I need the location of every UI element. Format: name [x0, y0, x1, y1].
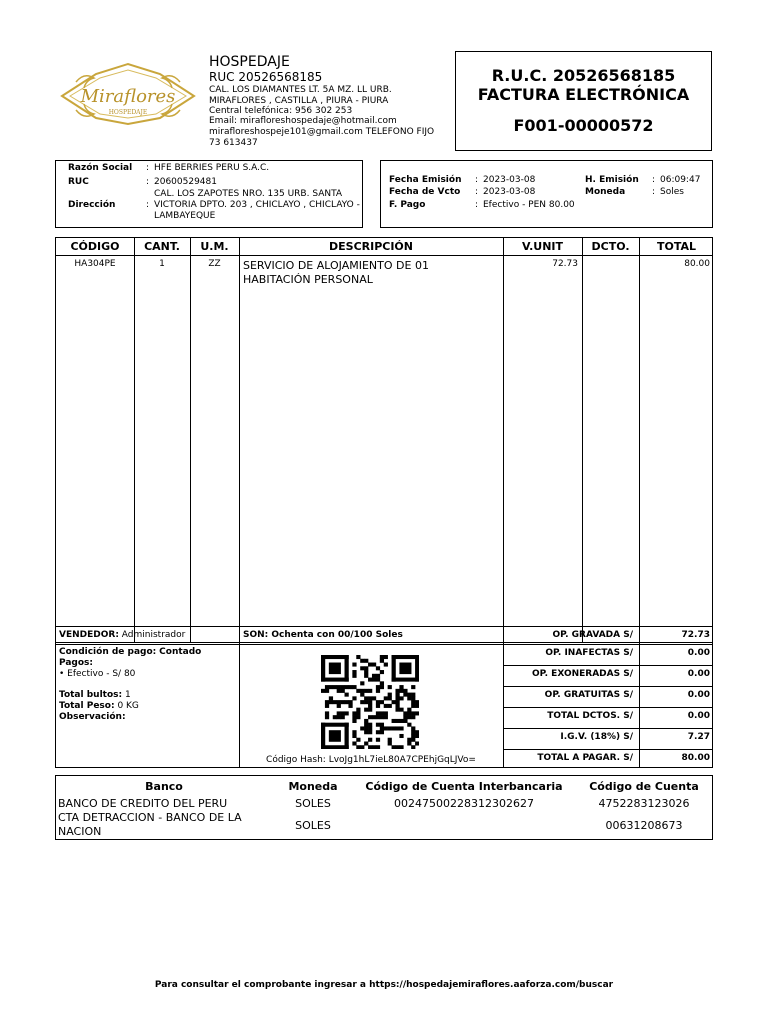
bultos-value: 1 [124, 690, 131, 700]
total-label-gratuitas: OP. GRATUITAS S/ [544, 690, 633, 700]
bank-row-moneda: SOLES [295, 797, 331, 810]
vendedor-label: VENDEDOR: [59, 630, 119, 640]
cell-cant: 1 [159, 259, 165, 269]
ruc-label: RUC [68, 177, 89, 187]
address-line-3: LAMBAYEQUE [154, 211, 216, 221]
bank-row-cuenta: 00631208673 [605, 819, 683, 832]
moneda-label: Moneda [585, 187, 626, 197]
moneda-value: Soles [660, 187, 684, 197]
bank-row-moneda: SOLES [295, 819, 331, 832]
total-label-pagar: TOTAL A PAGAR. S/ [537, 753, 633, 763]
col-header-total: TOTAL [656, 240, 697, 253]
colon: : [146, 177, 150, 187]
company-phone: Central telefónica: 956 302 253 [209, 106, 353, 116]
colon: : [146, 163, 150, 173]
cell-codigo: HA304PE [74, 259, 116, 269]
total-label-gravada: OP. GRAVADA S/ [552, 630, 633, 640]
cell-vunit: 72.73 [552, 259, 578, 269]
razon-label: Razón Social [68, 163, 133, 173]
client-ruc-value: 20600529481 [154, 177, 217, 187]
col-divider [639, 238, 640, 642]
totals-row-line [503, 728, 712, 729]
col-header-cant: CANT. [144, 240, 180, 253]
total-label-igv: I.G.V. (18%) S/ [560, 732, 633, 742]
items-table [55, 237, 713, 643]
address-line-1: CAL. LOS ZAPOTES NRO. 135 URB. SANTA [154, 189, 343, 199]
total-value-igv: 7.27 [687, 732, 710, 742]
fpago-value: Efectivo - PEN 80.00 [483, 200, 575, 210]
h-emision-value: 06:09:47 [660, 175, 701, 185]
condicion-value: Contado [159, 647, 202, 657]
client-info-box [55, 160, 363, 228]
fecha-emision-label: Fecha Emisión [389, 175, 462, 185]
totals-row-line [503, 707, 712, 708]
total-value-gratuitas: 0.00 [687, 690, 710, 700]
condicion-label: Condición de pago: [59, 647, 157, 657]
col-divider [190, 238, 191, 642]
razon-value: HFE BERRIES PERU S.A.C. [154, 163, 270, 173]
colon: : [652, 187, 656, 197]
condicion [59, 647, 201, 657]
company-logo [56, 62, 200, 126]
fecha-vcto-value: 2023-03-08 [483, 187, 536, 197]
bank-row-banco: CTA DETRACCION - BANCO DE LA NACION [58, 811, 242, 838]
bank-row-cci: 00247500228312302627 [394, 797, 534, 810]
col-header-vunit: V.UNIT [521, 240, 563, 253]
totals-row-line [503, 686, 712, 687]
col-divider [134, 238, 135, 642]
col-header-descripcion: DESCRIPCIÓN [329, 240, 413, 253]
colon: : [652, 175, 656, 185]
col-divider [582, 238, 583, 642]
col-divider [503, 238, 504, 642]
bank-header-banco: Banco [145, 780, 183, 793]
vendedor [59, 630, 185, 640]
dir-label: Dirección [68, 200, 116, 210]
total-value-inafectas: 0.00 [687, 648, 710, 658]
col-divider [239, 238, 240, 642]
company-address: CAL. LOS DIAMANTES LT. 5A MZ. LL URB. MIRAFLORES , CASTILLA , PIURA - PIURA [209, 85, 392, 106]
company-email: Email: mirafloreshospedaje@hotmail.com [209, 116, 397, 126]
bultos [59, 690, 131, 700]
svg-text:HOSPEDAJE: HOSPEDAJE [108, 109, 148, 116]
total-value-exoneradas: 0.00 [687, 669, 710, 679]
bank-accounts-table [55, 775, 713, 840]
cell-descripcion: SERVICIO DE ALOJAMIENTO DE 01 HABITACIÓN PERSONAL [243, 259, 429, 286]
company-ruc: RUC 20526568185 [209, 70, 323, 84]
document-id-box [455, 51, 712, 151]
hash-code: Código Hash: LvoJg1hL7ieL80A7CPEhjGqLJVo= [266, 755, 476, 765]
fecha-vcto-label: Fecha de Vcto [389, 187, 461, 197]
summary-divider [56, 644, 712, 645]
fecha-emision-value: 2023-03-08 [483, 175, 536, 185]
peso [59, 701, 139, 711]
col-header-dcto: DCTO. [591, 240, 630, 253]
company-contact: mirafloreshospeje101@gmail.com TELEFONO FIJO 73 613437 [209, 127, 435, 148]
bank-row-banco: BANCO DE CREDITO DEL PERU [58, 797, 228, 810]
bultos-label: Total bultos: [59, 690, 123, 700]
footer-consult-note: Para consultar el comprobante ingresar a https://hospedajemiraflores.aaforza.com/buscar [154, 980, 614, 990]
summary-section [55, 626, 713, 768]
col-header-um: U.M. [200, 240, 229, 253]
total-value-gravada: 72.73 [681, 630, 710, 640]
payment-info-box [380, 160, 713, 228]
colon: : [475, 175, 479, 185]
pago-item: • Efectivo - S/ 80 [59, 669, 136, 679]
vendedor-value: Administrador [121, 630, 186, 640]
total-value-pagar: 80.00 [681, 753, 710, 763]
total-value-dctos: 0.00 [687, 711, 710, 721]
bank-header-cuenta: Código de Cuenta [589, 780, 699, 793]
cell-total: 80.00 [684, 259, 710, 269]
cell-um: ZZ [208, 259, 221, 269]
doc-number: F001-00000572 [513, 116, 654, 135]
observacion-label: Observación: [59, 712, 126, 722]
total-label-exoneradas: OP. EXONERADAS S/ [532, 669, 633, 679]
colon: : [475, 200, 479, 210]
svg-text:Miraflores: Miraflores [80, 86, 176, 107]
colon: : [475, 187, 479, 197]
pagos-label: Pagos: [59, 658, 94, 668]
total-label-inafectas: OP. INAFECTAS S/ [545, 648, 633, 658]
peso-label: Total Peso: [59, 701, 115, 711]
peso-value: 0 KG [117, 701, 139, 711]
total-label-dctos: TOTAL DCTOS. S/ [547, 711, 633, 721]
doc-type: FACTURA ELECTRÓNICA [477, 85, 690, 104]
bank-header-cci: Código de Cuenta Interbancaria [365, 780, 563, 793]
bank-header-moneda: Moneda [288, 780, 338, 793]
address-line-2: VICTORIA DPTO. 203 , CHICLAYO , CHICLAYO - [154, 200, 360, 210]
h-emision-label: H. Emisión [585, 175, 639, 185]
totals-row-line [503, 665, 712, 666]
amount-in-words: SON: Ochenta con 00/100 Soles [243, 630, 403, 640]
totals-row-line [503, 749, 712, 750]
summary-col-divider [239, 627, 240, 767]
bank-row-cuenta: 4752283123026 [598, 797, 690, 810]
doc-ruc: R.U.C. 20526568185 [491, 66, 676, 85]
header-divider [56, 255, 712, 256]
qr-code [321, 655, 419, 753]
fpago-label: F. Pago [389, 200, 426, 210]
company-name: HOSPEDAJE [209, 54, 290, 70]
colon: : [146, 200, 150, 210]
col-header-codigo: CÓDIGO [70, 240, 120, 253]
